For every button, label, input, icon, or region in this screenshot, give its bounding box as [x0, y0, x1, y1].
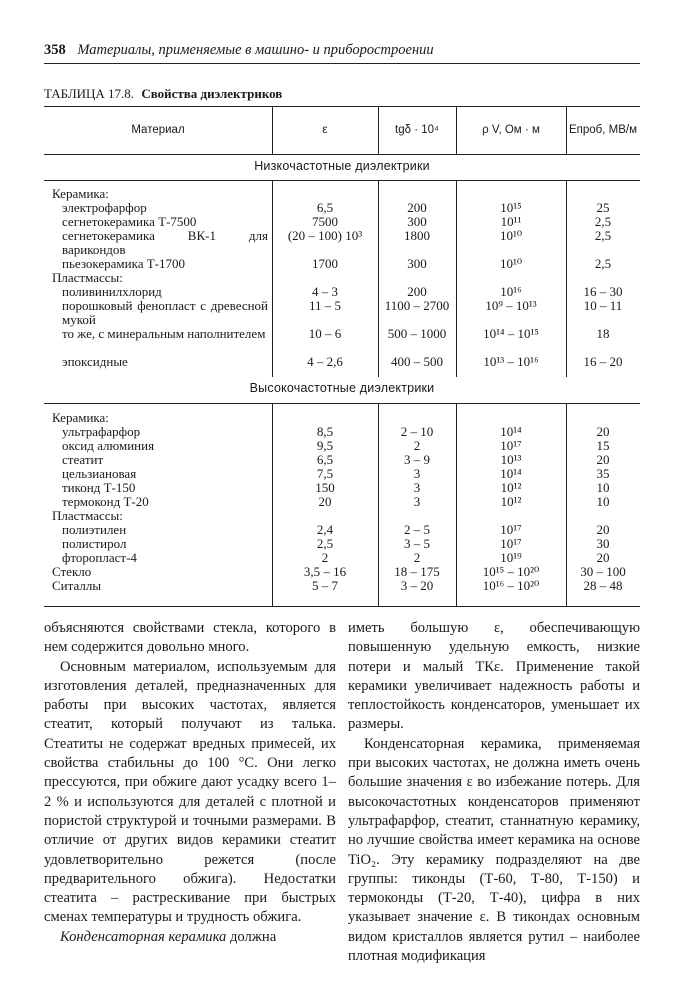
cell-material: фторопласт-4	[62, 550, 137, 565]
cell-resistivity: 10¹⁹	[500, 550, 522, 565]
cell-material: Керамика:	[52, 410, 109, 425]
cell-resistivity: 10¹²	[500, 494, 522, 509]
cell-material: цельзиановая	[62, 466, 137, 481]
cell-resistivity: 10⁹ – 10¹³	[485, 298, 537, 313]
cell-breakdown: 20	[596, 522, 610, 537]
cell-tgdelta: 3 – 5	[404, 536, 430, 551]
cell-tgdelta: 1800	[404, 228, 430, 243]
cell-material: Ситаллы	[52, 578, 102, 593]
table-caption	[44, 86, 282, 102]
body-column-left	[44, 619, 336, 947]
cell-breakdown: 2,5	[594, 228, 612, 243]
cell-epsilon: 4 – 2,6	[307, 354, 343, 369]
cell-material: сегнетокерамика ВК-1 для варикондов	[62, 228, 268, 257]
cell-tgdelta: 400 – 500	[391, 354, 443, 369]
cell-material: Керамика:	[52, 186, 109, 201]
cell-epsilon: 7500	[312, 214, 338, 229]
cell-tgdelta: 3	[413, 494, 421, 509]
cell-tgdelta: 3	[413, 466, 421, 481]
cell-tgdelta: 1100 – 2700	[384, 298, 450, 313]
column-header-tgdelta: tgδ · 10⁴	[395, 124, 439, 136]
cell-epsilon: 10 – 6	[308, 326, 342, 341]
cell-breakdown: 10 – 11	[583, 298, 623, 313]
cell-material: термоконд Т-20	[62, 494, 149, 509]
cell-resistivity: 10¹⁶	[500, 284, 522, 299]
cell-resistivity: 10¹²	[500, 480, 522, 495]
cell-tgdelta: 2 – 5	[404, 522, 430, 537]
cell-breakdown: 2,5	[594, 256, 612, 271]
cell-breakdown: 30 – 100	[580, 564, 626, 579]
cell-breakdown: 18	[596, 326, 610, 341]
cell-resistivity: 10¹⁷	[500, 536, 522, 551]
cell-breakdown: 28 – 48	[583, 578, 623, 593]
cell-epsilon: 6,5	[316, 200, 334, 215]
cell-breakdown: 20	[596, 424, 610, 439]
cell-material: поливинилхлорид	[62, 284, 162, 299]
running-header	[44, 42, 644, 59]
cell-material: порошковый фенопласт с древесной мукой	[62, 298, 268, 327]
cell-tgdelta: 3 – 9	[404, 452, 430, 467]
cell-tgdelta: 300	[407, 256, 427, 271]
section-title: Низкочастотные диэлектрики	[254, 159, 430, 173]
table-label: ТАБЛИЦА 17.8.	[44, 86, 135, 101]
paragraph: Конденсаторная керамика, применяемая при высоких частотах, не должна иметь очень большие значения ε во избежание потерь. Для высокочастотных конденсаторов применяют ультрафарфор, стеатит, станнатную керамику, но лучшие свойства имеет керамика на основе TiO₂. Эту керамику подразделяют на две группы: тиконды (Т-60, Т-80, Т-150) и термоконды (Т-20, Т-40), цифра в них указывает значение ε. В тикондах основным видом кристаллов является рутил – наиболее плотная модификация	[348, 735, 640, 965]
cell-epsilon: 20	[318, 494, 332, 509]
cell-tgdelta: 18 – 175	[394, 564, 440, 579]
cell-resistivity: 10¹⁵ – 10²⁰	[482, 564, 540, 579]
cell-material: полистирол	[62, 536, 127, 551]
section-rule	[44, 403, 640, 404]
cell-material: Пластмассы:	[52, 508, 123, 523]
running-title: Материалы, применяемые в машино- и приборостроении	[77, 42, 434, 58]
cell-material: сегнетокерамика Т-7500	[62, 214, 197, 229]
cell-resistivity: 10¹⁷	[500, 522, 522, 537]
column-header-material: Материал	[131, 124, 185, 136]
cell-tgdelta: 2 – 10	[400, 424, 434, 439]
italic-term: Конденсаторная керамика	[60, 928, 227, 945]
cell-breakdown: 20	[596, 550, 610, 565]
table-header-rule	[44, 154, 640, 155]
cell-resistivity: 10¹⁵	[500, 200, 522, 215]
cell-breakdown: 25	[596, 200, 610, 215]
column-header-breakdown: Eпроб, МВ/м	[568, 124, 638, 136]
cell-material: тиконд Т-150	[62, 480, 136, 495]
cell-resistivity: 10¹⁷	[500, 438, 522, 453]
section-title: Высокочастотные диэлектрики	[249, 381, 435, 395]
cell-breakdown: 10	[596, 494, 610, 509]
cell-resistivity: 10¹⁴	[500, 466, 522, 481]
cell-material: электрофарфор	[62, 200, 147, 215]
cell-resistivity: 10¹⁰	[499, 256, 523, 271]
page-number: 358	[44, 42, 66, 58]
cell-material: полиэтилен	[62, 522, 127, 537]
paragraph-continuation: должна	[226, 928, 277, 945]
cell-resistivity: 10¹³	[500, 452, 522, 467]
cell-epsilon: 2,5	[316, 536, 334, 551]
cell-tgdelta: 3 – 20	[400, 578, 434, 593]
section-rule	[44, 180, 640, 181]
cell-epsilon: 2	[321, 550, 329, 565]
cell-tgdelta: 500 – 1000	[387, 326, 447, 341]
cell-breakdown: 16 – 20	[583, 354, 623, 369]
body-column-right	[348, 619, 640, 966]
column-header-resistivity: ρ V, Ом · м	[482, 124, 540, 136]
cell-epsilon: 150	[315, 480, 335, 495]
cell-epsilon: 6,5	[316, 452, 334, 467]
paragraph: объясняются свойствами стекла, которого в нем содержится довольно много.	[44, 620, 336, 656]
cell-resistivity: 10¹⁶ – 10²⁰	[482, 578, 540, 593]
cell-material: стеатит	[62, 452, 104, 467]
cell-breakdown: 30	[596, 536, 610, 551]
cell-epsilon: 5 – 7	[312, 578, 338, 593]
table-title: Свойства диэлектриков	[141, 86, 283, 101]
cell-breakdown: 20	[596, 452, 610, 467]
cell-epsilon: 7,5	[316, 466, 334, 481]
paragraph	[44, 928, 336, 947]
cell-epsilon: 1700	[312, 256, 338, 271]
cell-tgdelta: 200	[407, 200, 427, 215]
cell-tgdelta: 2	[413, 438, 421, 453]
cell-resistivity: 10¹¹	[500, 214, 522, 229]
cell-epsilon: 4 – 3	[312, 284, 338, 299]
cell-material: пьезокерамика Т-1700	[62, 256, 185, 271]
cell-material: Стекло	[52, 564, 92, 579]
cell-material: то же, с минеральным наполнителем	[62, 326, 266, 341]
header-rule	[44, 63, 640, 64]
cell-material: Пластмассы:	[52, 270, 123, 285]
cell-epsilon: 3,5 – 16	[303, 564, 347, 579]
cell-breakdown: 16 – 30	[583, 284, 623, 299]
cell-epsilon: (20 – 100) 10³	[287, 228, 363, 243]
cell-breakdown: 2,5	[594, 214, 612, 229]
cell-tgdelta: 2	[413, 550, 421, 565]
cell-epsilon: 11 – 5	[308, 298, 342, 313]
cell-breakdown: 15	[596, 438, 610, 453]
cell-breakdown: 10	[596, 480, 610, 495]
cell-resistivity: 10¹³ – 10¹⁶	[483, 354, 539, 369]
cell-material: оксид алюминия	[62, 438, 155, 453]
cell-epsilon: 2,4	[316, 522, 334, 537]
cell-breakdown: 35	[596, 466, 610, 481]
cell-epsilon: 8,5	[316, 424, 334, 439]
cell-epsilon: 9,5	[316, 438, 334, 453]
paragraph: Основным материалом, используемым для изготовления деталей, предназначенных для работы при высоких частотах, является стеатит, который получают из талька. Стеатиты не содержат вредных примесей, их свойства стабильны до 100 °С. Они легко прессуются, при обжиге дают усадку всего 1–2 % и используются для деталей с плотной и пористой структурой и точными размерами. В отличие от других видов керамики стеатит удовлетворительно режется (после предварительного обжига). Недостатки стеатита – растрескивание при быстрых сменах температуры и трудность обжига.	[44, 658, 336, 926]
cell-tgdelta: 200	[407, 284, 427, 299]
cell-material: ультрафарфор	[62, 424, 141, 439]
cell-material: эпоксидные	[62, 354, 128, 369]
cell-resistivity: 10¹⁴ – 10¹⁵	[483, 326, 539, 341]
cell-tgdelta: 3	[413, 480, 421, 495]
column-header-epsilon: ε	[322, 124, 328, 136]
paragraph: иметь большую ε, обеспечивающую повышенную удельную емкость, низкие потери и малый ТКε. Применение такой керамики увеличивает надежность работы и теплостойкость конденсаторов, уменьшает их размеры.	[348, 620, 640, 733]
cell-resistivity: 10¹⁰	[499, 228, 523, 243]
cell-resistivity: 10¹⁴	[500, 424, 522, 439]
cell-tgdelta: 300	[407, 214, 427, 229]
